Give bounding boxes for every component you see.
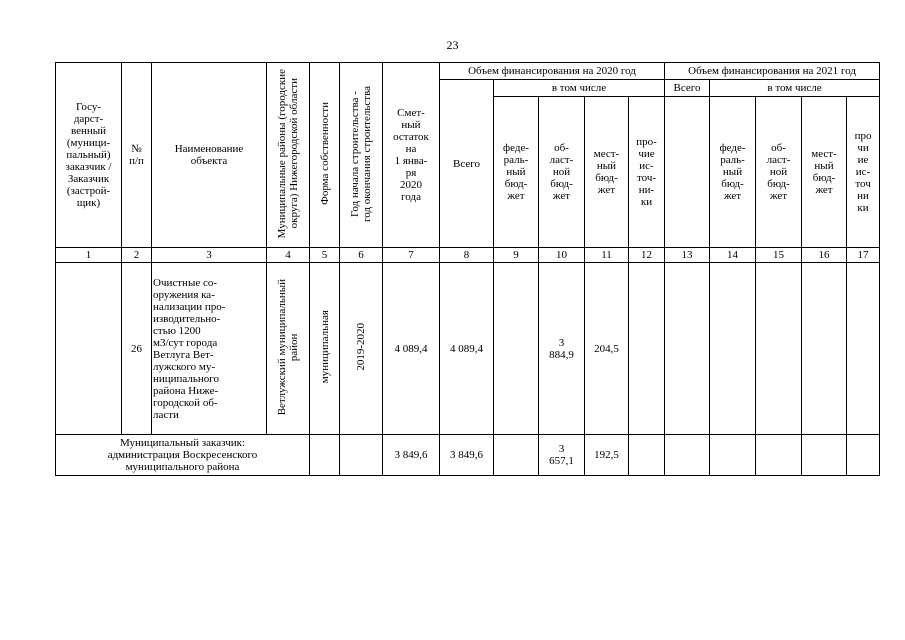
summary-balance: 3 849,6 bbox=[383, 435, 440, 476]
row-federal-2021 bbox=[710, 263, 756, 435]
row-local-2020: 204,5 bbox=[585, 263, 629, 435]
column-number: 7 bbox=[383, 248, 440, 263]
row-customer bbox=[56, 263, 122, 435]
header-object-name: Наименование объекта bbox=[152, 63, 267, 248]
row-federal-2020 bbox=[494, 263, 539, 435]
summary-local-2020: 192,5 bbox=[585, 435, 629, 476]
header-district: Муниципальные районы (городские округа) Нижегородской области bbox=[267, 63, 310, 248]
header-total-2021: Всего bbox=[665, 80, 710, 97]
header-customer: Госу- дарст- венный (муници- пальный) заказчик / Заказчик (застрой- щик) bbox=[56, 63, 122, 248]
column-number: 17 bbox=[847, 248, 880, 263]
header-regional-2020: об- ласт- ной бюд- жет bbox=[539, 97, 585, 248]
column-number: 15 bbox=[756, 248, 802, 263]
header-local-2021: мест- ный бюд- жет bbox=[802, 97, 847, 248]
row-object-name: Очистные со- оружения ка- нализации про- изводительно- стью 1200 м3/сут города Ветлуга Вет- лужского му- ниципального района Ниже- городской об- ласти bbox=[152, 263, 267, 435]
summary-regional-2021 bbox=[756, 435, 802, 476]
header-federal-2021: феде- раль- ный бюд- жет bbox=[710, 97, 756, 248]
header-number: № п/п bbox=[122, 63, 152, 248]
summary-other-2020 bbox=[629, 435, 665, 476]
row-years: 2019-2020 bbox=[340, 263, 383, 435]
header-years: Год начала строительства - год окончания строительства bbox=[340, 63, 383, 248]
summary-federal-2020 bbox=[494, 435, 539, 476]
financing-table bbox=[55, 62, 880, 476]
column-number: 10 bbox=[539, 248, 585, 263]
header-group-2021: Объем финансирования на 2021 год bbox=[665, 63, 880, 80]
row-district: Ветлужский муниципальный район bbox=[267, 263, 310, 435]
summary-ownership bbox=[310, 435, 340, 476]
summary-row bbox=[56, 435, 880, 476]
table-row bbox=[56, 263, 880, 435]
column-number: 5 bbox=[310, 248, 340, 263]
summary-total-2020: 3 849,6 bbox=[440, 435, 494, 476]
column-number: 14 bbox=[710, 248, 756, 263]
column-number: 4 bbox=[267, 248, 310, 263]
column-number: 3 bbox=[152, 248, 267, 263]
header-total-2021-body bbox=[665, 97, 710, 248]
column-number: 12 bbox=[629, 248, 665, 263]
column-number: 6 bbox=[340, 248, 383, 263]
header-other-2020: про- чие ис- точ- ни- ки bbox=[629, 97, 665, 248]
row-regional-2020: 3 884,9 bbox=[539, 263, 585, 435]
summary-federal-2021 bbox=[710, 435, 756, 476]
summary-local-2021 bbox=[802, 435, 847, 476]
column-number: 2 bbox=[122, 248, 152, 263]
header-total-2020: Всего bbox=[440, 80, 494, 248]
row-balance: 4 089,4 bbox=[383, 263, 440, 435]
column-number: 11 bbox=[585, 248, 629, 263]
column-number: 13 bbox=[665, 248, 710, 263]
header-local-2020: мест- ный бюд- жет bbox=[585, 97, 629, 248]
header-balance: Смет- ный остаток на 1 янва- ря 2020 года bbox=[383, 63, 440, 248]
summary-regional-2020: 3 657,1 bbox=[539, 435, 585, 476]
summary-other-2021 bbox=[847, 435, 880, 476]
row-other-2020 bbox=[629, 263, 665, 435]
header-including-2020: в том числе bbox=[494, 80, 665, 97]
column-number: 16 bbox=[802, 248, 847, 263]
column-number: 8 bbox=[440, 248, 494, 263]
row-local-2021 bbox=[802, 263, 847, 435]
row-number: 26 bbox=[122, 263, 152, 435]
summary-years bbox=[340, 435, 383, 476]
row-total-2020: 4 089,4 bbox=[440, 263, 494, 435]
page-number: 23 bbox=[446, 38, 459, 52]
header-ownership: Форма собственности bbox=[310, 63, 340, 248]
row-ownership: муниципальная bbox=[310, 263, 340, 435]
header-regional-2021: об- ласт- ной бюд- жет bbox=[756, 97, 802, 248]
header-including-2021: в том числе bbox=[710, 80, 880, 97]
column-number: 1 bbox=[56, 248, 122, 263]
row-regional-2021 bbox=[756, 263, 802, 435]
column-number: 9 bbox=[494, 248, 539, 263]
column-numbers-row bbox=[56, 248, 880, 263]
header-federal-2020: феде- раль- ный бюд- жет bbox=[494, 97, 539, 248]
header-other-2021: про чи ие ис- точ ни ки bbox=[847, 97, 880, 248]
header-group-2020: Объем финансирования на 2020 год bbox=[440, 63, 665, 80]
row-total-2021 bbox=[665, 263, 710, 435]
summary-total-2021 bbox=[665, 435, 710, 476]
row-other-2021 bbox=[847, 263, 880, 435]
summary-customer: Муниципальный заказчик: администрация Воскресенского муниципального района bbox=[56, 435, 310, 476]
